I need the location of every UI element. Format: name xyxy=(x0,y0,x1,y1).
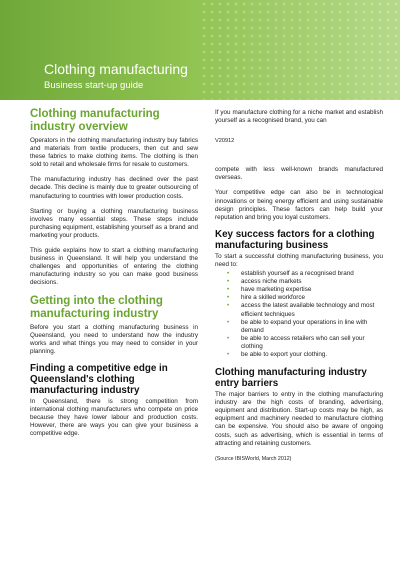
section-heading-success-factors: Key success factors for a clothing manufacturing business xyxy=(215,228,375,251)
list-item: • access the latest available technology and most efficient techniques xyxy=(241,302,383,318)
section-heading-getting-into: Getting into the clothing manufacturing industry xyxy=(30,294,163,320)
list-item: • access niche markets xyxy=(241,278,383,286)
list-item: • establish yourself as a recognised brand xyxy=(241,270,383,278)
paragraph: Operators in the clothing manufacturing industry buy fabrics and materials from textile producers, then cut and sew these fabrics to make clothing items. The clothing is then sold to retail and wholesale firms for resale to customers. xyxy=(30,137,198,169)
paragraph: If you manufacture clothing for a niche market and establish yourself as a recognised brand, you can xyxy=(215,109,383,125)
paragraph: The major barriers to entry in the clothing manufacturing industry are the high costs of branding, advertising, equipment and distribution. Start-up costs may be high, as equipment and machinery needed to manufacture clothing can be expensive. You should also be aware of ongoing costs, such as advertising, which is essential in terms of attracting and retaining customers. xyxy=(215,391,383,447)
document-subtitle: Business start-up guide xyxy=(44,80,144,91)
section-heading-overview: Clothing manufacturing industry overview xyxy=(30,108,160,133)
paragraph: Starting or buying a clothing manufacturing business involves many essential steps. These steps include purchasing equipment, establishing yourself as a brand and marketing your products. xyxy=(30,207,198,239)
banner-dot-pattern xyxy=(200,0,400,100)
list-item: • be able to export your clothing. xyxy=(241,351,383,359)
document-code: V20912 xyxy=(215,138,235,145)
section-heading-entry-barriers: Clothing manufacturing industry entry barriers xyxy=(215,367,367,390)
success-factors-list xyxy=(215,270,383,359)
paragraph: Your competitive edge can also be in technological innovations or being energy efficient and using sustainable design principles. These factors can help build your reputation and bring you loyal customers. xyxy=(215,189,383,221)
paragraph: The manufacturing industry has declined over the past decade. This decline is mainly due to greater outsourcing of manufacturing to countries with lower production costs. xyxy=(30,176,198,200)
source-citation: (Source IBISWorld, March 2012) xyxy=(215,455,292,462)
list-item: • have marketing expertise xyxy=(241,286,383,294)
document-title: Clothing manufacturing xyxy=(44,61,188,77)
paragraph: This guide explains how to start a clothing manufacturing business in Queensland. It will help you understand the challenges and opportunities of entering the clothing manufacturing industry so you can make good business decisions. xyxy=(30,247,198,287)
paragraph: compete with less well-known brands manufactured overseas. xyxy=(215,166,383,182)
list-item: • be able to expand your operations in line with demand xyxy=(241,319,383,335)
paragraph: To start a successful clothing manufacturing business, you need to: xyxy=(215,252,383,268)
list-item: • hire a skilled workforce xyxy=(241,294,383,302)
paragraph: In Queensland, there is strong competition from international clothing manufacturers who compete on price because they have lower labour and production costs. However, there are ways you can give your business a competitive edge. xyxy=(30,397,198,438)
list-item: • be able to access retailers who can sell your clothing xyxy=(241,335,383,351)
right-column xyxy=(215,109,383,463)
left-column xyxy=(30,108,198,445)
header-banner xyxy=(0,0,400,100)
section-heading-competitive-edge: Finding a competitive edge in Queensland's clothing manufacturing industry xyxy=(30,362,168,396)
paragraph: Before you start a clothing manufacturing business in Queensland, you need to understand how the industry works and what things you may need to consider in your planning. xyxy=(30,323,198,355)
